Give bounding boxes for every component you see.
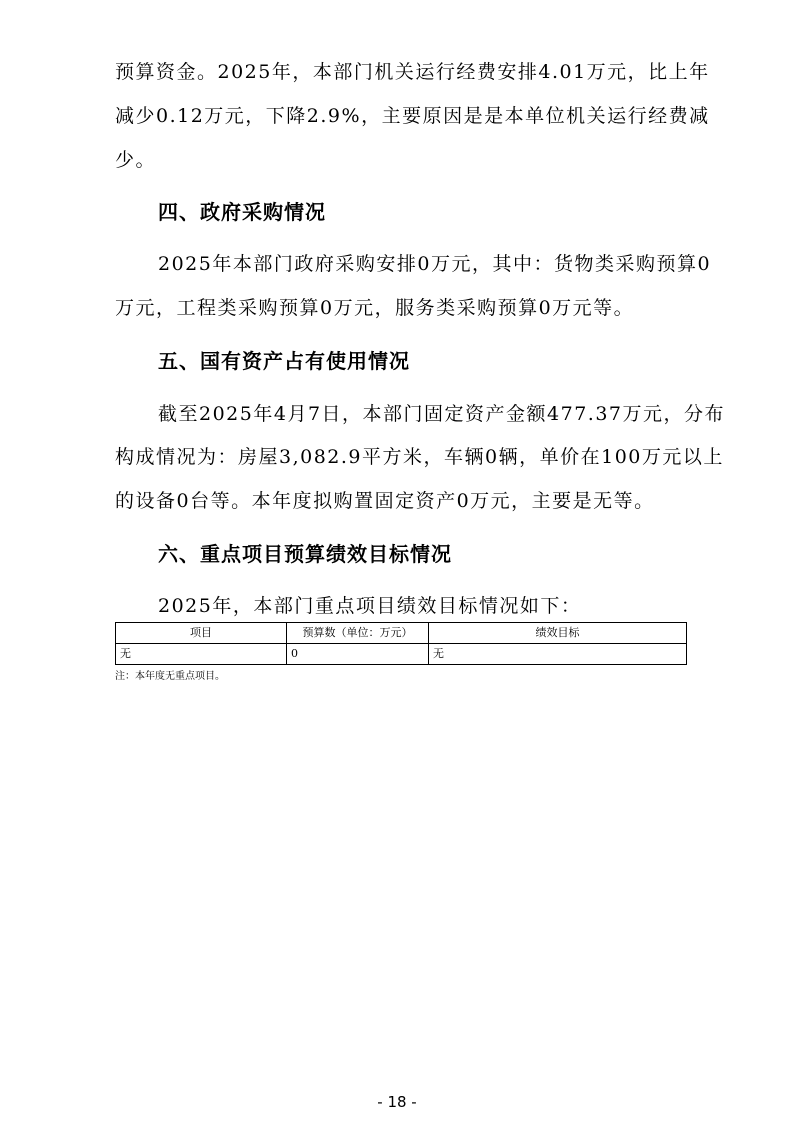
paragraph-line: 万元，工程类采购预算0万元，服务类采购预算0万元等。 xyxy=(115,297,635,319)
paragraph-line: 2025年，本部门重点项目绩效目标情况如下： xyxy=(158,595,582,617)
table-cell: 无 xyxy=(116,644,287,665)
section-heading: 六、重点项目预算绩效目标情况 xyxy=(158,542,452,566)
page-number: - 18 - xyxy=(377,1093,417,1111)
table-header-cell: 项目 xyxy=(116,623,287,644)
paragraph-line: 的设备0台等。本年度拟购置固定资产0万元，主要是无等。 xyxy=(115,490,655,512)
paragraph-line: 截至2025年4月7日，本部门固定资产金额477.37万元，分布 xyxy=(158,403,726,425)
paragraph-line: 少。 xyxy=(115,149,157,171)
table-header-cell: 绩效目标 xyxy=(429,623,687,644)
paragraph-line: 减少0.12万元，下降2.9%，主要原因是是本单位机关运行经费减 xyxy=(115,105,710,127)
table-row xyxy=(116,644,687,665)
table-cell: 无 xyxy=(429,644,687,665)
paragraph-line: 预算资金。2025年，本部门机关运行经费安排4.01万元，比上年 xyxy=(115,61,710,83)
section-heading: 五、国有资产占有使用情况 xyxy=(158,349,410,373)
table-cell: 0 xyxy=(287,644,429,665)
table-note: 注：本年度无重点项目。 xyxy=(115,671,225,682)
table-header-cell: 预算数（单位：万元） xyxy=(287,623,429,644)
table-header-row xyxy=(116,623,687,644)
performance-goals-table xyxy=(115,622,687,665)
paragraph-line: 2025年本部门政府采购安排0万元，其中：货物类采购预算0 xyxy=(158,253,712,275)
paragraph-line: 构成情况为：房屋3,082.9平方米，车辆0辆，单价在100万元以上 xyxy=(115,446,724,468)
section-heading: 四、政府采购情况 xyxy=(158,200,326,224)
